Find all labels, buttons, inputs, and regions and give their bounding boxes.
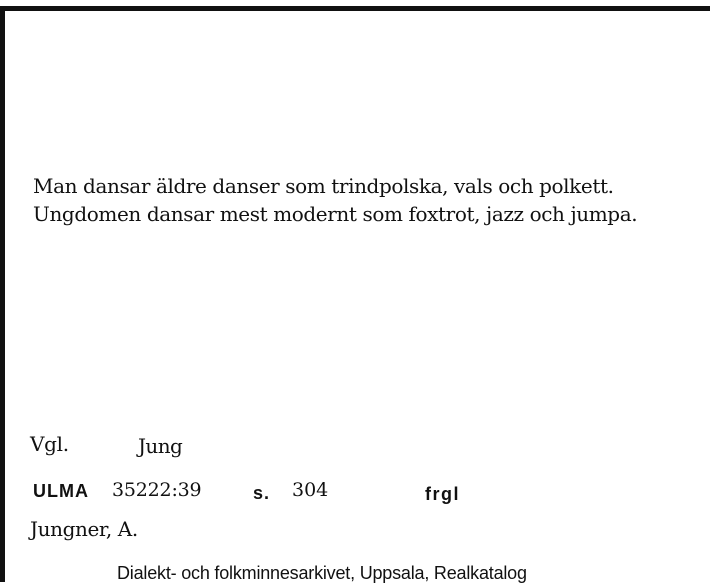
card-top-border (0, 6, 710, 11)
card-body-text (33, 172, 637, 228)
frgl-label: frgl (425, 484, 460, 504)
card-left-border (0, 6, 5, 582)
author-name: Jungner, A. (30, 517, 138, 541)
vgl-value: Jung (138, 434, 183, 458)
vgl-label: Vgl. (30, 432, 69, 456)
body-line-1: Man dansar äldre danser som trindpolska, vals och polkett. (33, 174, 614, 198)
page-label: s. (253, 483, 271, 503)
archive-footer: Dialekt- och folkminnesarkivet, Uppsala, Realkatalog (117, 563, 527, 583)
ulma-value: 35222:39 (112, 479, 202, 501)
ulma-label: ULMA (33, 481, 89, 501)
page-value: 304 (292, 479, 329, 501)
body-line-2: Ungdomen dansar mest modernt som foxtrot, jazz och jumpa. (33, 202, 638, 226)
